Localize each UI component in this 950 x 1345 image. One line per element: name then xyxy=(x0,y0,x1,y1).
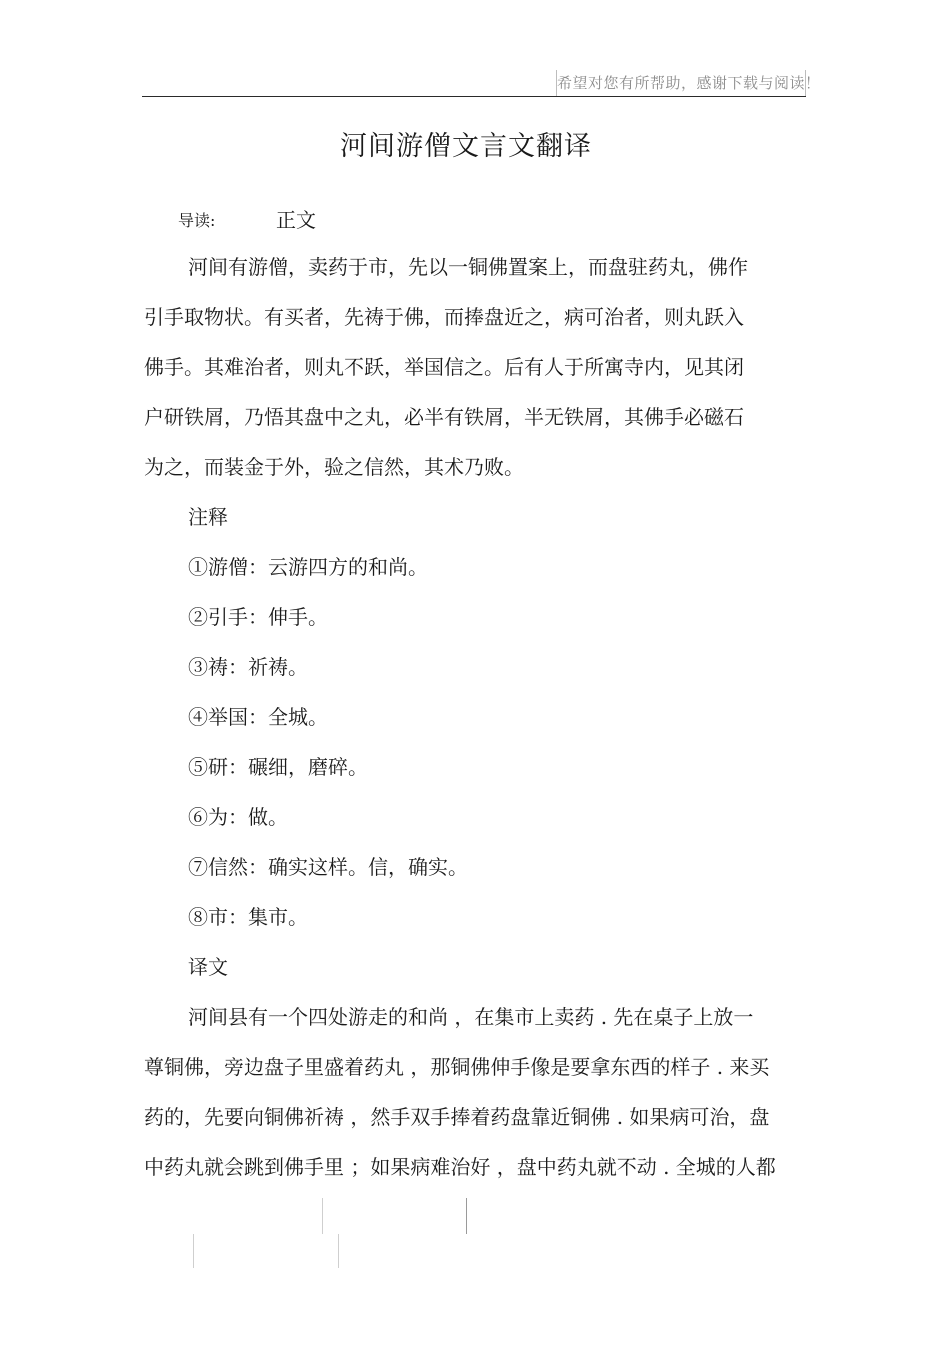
original-line: 户研铁屑，乃悟其盘中之丸，必半有铁屑，半无铁屑，其佛手必磁石 xyxy=(144,405,744,429)
note-item: ⑤研：碾细，磨碎。 xyxy=(188,755,368,779)
lead-label: 导读: xyxy=(178,211,216,230)
translation-line: 尊铜佛，旁边盘子里盛着药丸 ，那铜佛伸手像是要拿东西的样子 . 来买 xyxy=(144,1055,770,1079)
lead-value: 正文 xyxy=(276,208,316,232)
notes-heading: 注释 xyxy=(188,505,228,529)
note-item: ③祷：祈祷。 xyxy=(188,655,308,679)
page-title: 河间游僧文言文翻译 xyxy=(340,131,592,162)
original-line: 河间有游僧，卖药于市，先以一铜佛置案上，而盘驻药丸，佛作 xyxy=(188,255,748,279)
translation-line: 河间县有一个四处游走的和尚 ，在集市上卖药 . 先在桌子上放一 xyxy=(188,1005,754,1029)
translation-line: 中药丸就会跳到佛手里 ；如果病难治好 ，盘中药丸就不动 . 全城的人都 xyxy=(144,1155,776,1179)
scan-artifact-line xyxy=(338,1234,339,1268)
note-item: ⑧市：集市。 xyxy=(188,905,308,929)
header-divider xyxy=(142,96,806,97)
translation-line: 药的，先要向铜佛祈祷 ，然手双手捧着药盘靠近铜佛 . 如果病可治，盘 xyxy=(144,1105,770,1129)
note-item: ①游僧：云游四方的和尚。 xyxy=(188,555,428,579)
scan-artifact-line xyxy=(193,1234,194,1268)
scan-artifact-line xyxy=(466,1198,467,1234)
scan-artifact-line xyxy=(322,1198,323,1234)
note-item: ⑥为：做。 xyxy=(188,805,288,829)
original-line: 佛手。其难治者，则丸不跃，举国信之。后有人于所寓寺内，见其闭 xyxy=(144,355,744,379)
original-line: 引手取物状。有买者，先祷于佛，而捧盘近之，病可治者，则丸跃入 xyxy=(144,305,744,329)
note-item: ④举国：全城。 xyxy=(188,705,328,729)
note-item: ⑦信然：确实这样。信，确实。 xyxy=(188,855,468,879)
translation-heading: 译文 xyxy=(188,955,228,979)
original-line: 为之，而装金于外，验之信然，其术乃败。 xyxy=(144,455,524,479)
header-banner: 希望对您有所帮助，感谢下载与阅读！ xyxy=(556,70,806,97)
note-item: ②引手：伸手。 xyxy=(188,605,328,629)
